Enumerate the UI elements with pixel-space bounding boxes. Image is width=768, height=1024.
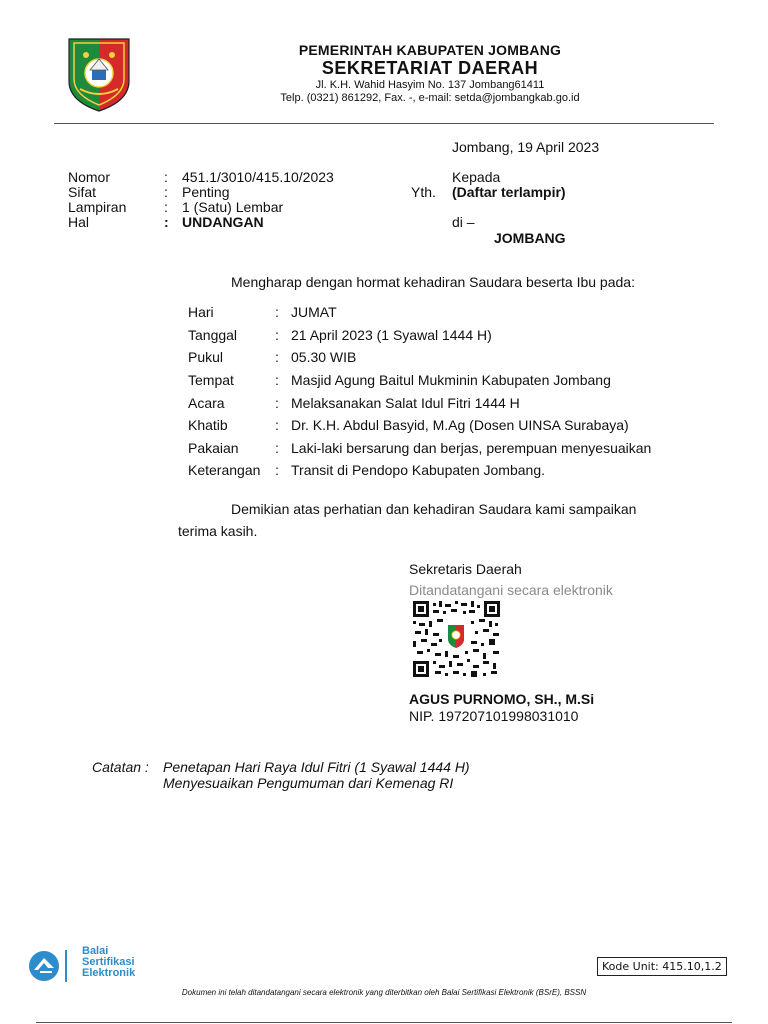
header-office: SEKRETARIAT DAERAH bbox=[321, 58, 539, 78]
meta-colon: : bbox=[164, 169, 168, 185]
meta-value-nomor: 451.1/3010/415.10/2023 bbox=[182, 169, 334, 185]
event-colon: : bbox=[275, 327, 279, 343]
header-address: Jl. K.H. Wahid Hasyim No. 137 Jombang61411 bbox=[315, 79, 545, 91]
event-colon: : bbox=[275, 462, 279, 478]
note-line1: Penetapan Hari Raya Idul Fitri (1 Syawal 1444 H) bbox=[163, 759, 470, 775]
intro-paragraph: Mengharap dengan hormat kehadiran Saudara beserta Ibu pada: bbox=[231, 274, 635, 290]
closing-line1: Demikian atas perhatian dan kehadiran Saudara kami sampaikan bbox=[231, 501, 637, 517]
event-label: Hari bbox=[188, 304, 214, 320]
recipient-list: (Daftar terlampir) bbox=[452, 184, 566, 200]
event-colon: : bbox=[275, 349, 279, 365]
event-label: Pukul bbox=[188, 349, 224, 365]
meta-label-nomor: Nomor bbox=[68, 169, 111, 185]
header-contact: Telp. (0321) 861292, Fax. -, e-mail: setda@jombangkab.go.id bbox=[280, 92, 580, 104]
event-value: Laki-laki bersarung dan berjas, perempuan menyesuaikan bbox=[291, 440, 652, 456]
bsre-line3: Elektronik bbox=[82, 967, 136, 979]
event-value: Dr. K.H. Abdul Basyid, M.Ag (Dosen UINSA Surabaya) bbox=[291, 417, 629, 433]
meta-colon: : bbox=[164, 184, 168, 200]
meta-colon: : bbox=[164, 199, 168, 215]
event-label: Khatib bbox=[188, 417, 228, 433]
event-value: 05.30 WIB bbox=[291, 349, 357, 365]
footer-disclaimer: Dokumen ini telah ditandatangani secara elektronik yang diterbitkan oleh Balai Sertifikasi Elektronik (BSrE), BSSN bbox=[181, 988, 587, 997]
bsre-line2: Sertifikasi bbox=[82, 956, 135, 968]
bsre-seal-icon bbox=[24, 946, 70, 986]
meta-colon: : bbox=[164, 214, 169, 230]
recipient-di: di – bbox=[452, 214, 475, 230]
event-colon: : bbox=[275, 304, 279, 320]
event-colon: : bbox=[275, 417, 279, 433]
event-label: Keterangan bbox=[188, 462, 261, 478]
meta-value-lampiran: 1 (Satu) Lembar bbox=[182, 199, 284, 215]
event-label: Acara bbox=[188, 395, 225, 411]
meta-label-lampiran: Lampiran bbox=[68, 199, 127, 215]
signature-esign-note: Ditandatangani secara elektronik bbox=[409, 582, 613, 598]
event-colon: : bbox=[275, 372, 279, 388]
signatory-nip: NIP. 197207101998031010 bbox=[409, 708, 579, 724]
bsre-line1: Balai bbox=[82, 945, 109, 957]
event-value: Transit di Pendopo Kabupaten Jombang. bbox=[291, 462, 545, 478]
event-label: Tanggal bbox=[188, 327, 238, 343]
signature-title: Sekretaris Daerah bbox=[409, 561, 522, 577]
closing-line2: terima kasih. bbox=[178, 523, 258, 539]
qr-code bbox=[413, 601, 500, 677]
header-divider bbox=[54, 123, 714, 124]
event-value: Masjid Agung Baitul Mukminin Kabupaten Jombang bbox=[291, 372, 611, 388]
kode-unit-box: Kode Unit: 415.10,1.2 bbox=[597, 957, 727, 976]
meta-label-hal: Hal bbox=[68, 214, 90, 230]
event-value: JUMAT bbox=[291, 304, 337, 320]
header-agency: PEMERINTAH KABUPATEN JOMBANG bbox=[298, 42, 562, 58]
event-colon: : bbox=[275, 395, 279, 411]
event-value: 21 April 2023 (1 Syawal 1444 H) bbox=[291, 327, 492, 343]
recipient-yth: Yth. bbox=[411, 184, 436, 200]
signatory-name: AGUS PURNOMO, SH., M.Si bbox=[409, 691, 595, 707]
bsre-logo bbox=[24, 946, 174, 986]
note-label: Catatan : bbox=[92, 759, 149, 775]
note-line2: Menyesuaikan Pengumuman dari Kemenag RI bbox=[163, 775, 454, 791]
event-colon: : bbox=[275, 440, 279, 456]
letter-date: Jombang, 19 April 2023 bbox=[452, 139, 600, 155]
footer-divider bbox=[36, 1022, 732, 1023]
meta-value-hal: UNDANGAN bbox=[182, 214, 264, 230]
meta-value-sifat: Penting bbox=[182, 184, 230, 200]
event-label: Tempat bbox=[188, 372, 234, 388]
recipient-kepada: Kepada bbox=[452, 169, 501, 185]
event-value: Melaksanakan Salat Idul Fitri 1444 H bbox=[291, 395, 520, 411]
meta-label-sifat: Sifat bbox=[68, 184, 97, 200]
event-label: Pakaian bbox=[188, 440, 239, 456]
recipient-place: JOMBANG bbox=[494, 230, 566, 246]
